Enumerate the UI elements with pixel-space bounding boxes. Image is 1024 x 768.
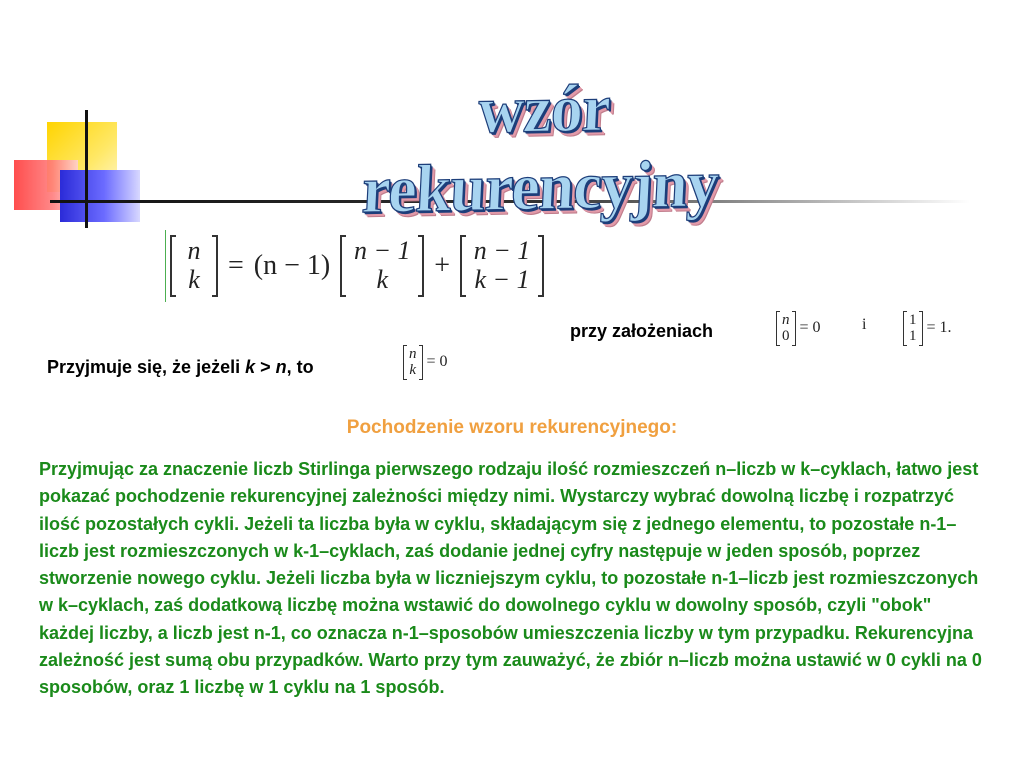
factor: (n − 1) — [253, 250, 331, 281]
and-conjunction: i — [862, 316, 867, 333]
c3-bottom: k — [409, 362, 417, 378]
assumption-sentence — [47, 357, 314, 378]
term2-bottom: k − 1 — [474, 265, 530, 294]
stirling-symbol-lhs — [170, 235, 218, 296]
c2-top: 1 — [909, 311, 917, 328]
condition-1-1 — [903, 304, 956, 352]
c1-top: n — [782, 311, 790, 328]
var-n: n — [275, 357, 287, 377]
term1-bottom: k — [376, 265, 389, 294]
body-paragraph: Przyjmując za znaczenie liczb Stirlinga pierwszego rodzaju ilość rozmieszczeń n–liczb w k–cyklach, łatwo jest pokazać pochodzenie rekurencyjnej zależności między nimi. Wystarczy wybrać dowolną liczbę i rozpatrzyć ilość pozostałych cykli. Jeżeli ta liczba była w cyklu, składającym się z jednego elementu, to pozostałe n-1–liczb jest rozmieszczonych w k-1–cyklach, zaś dodanie jednej cyfry następuje w jeden sposób, poprzez stworzenie nowego cyklu. Jeżeli liczba była w liczniejszym cyklu, to pozostałe n-1–liczb jest rozmieszczonych w k–cyklach, zaś dodatkową liczbę można wstawić do dowolnego cyklu w dowolny sposób, czyli "obok" każdej liczby, a liczb jest n-1, co oznacza n-1–sposobów umieszczenia liczby w tym przypadku. Rekurencyjna zależność jest sumą obu przypadków. Warto przy tym zauważyć, że zbiór n–liczb można ustawić w 0 cykli na 0 sposobów, oraz 1 liczbę w 1 cyklu na 1 sposób. — [39, 459, 982, 698]
condition-n-0 — [776, 304, 825, 352]
stirling-symbol-n-0 — [776, 311, 796, 346]
section-subtitle: Pochodzenie wzoru rekurencyjnego: — [346, 417, 678, 438]
c3-top: n — [409, 345, 417, 362]
c2-bottom: 1 — [909, 328, 917, 344]
term2-top: n − 1 — [473, 236, 531, 266]
blue-square — [60, 170, 140, 222]
gt-sign: > — [255, 357, 276, 377]
lhs-bottom: k — [188, 265, 200, 294]
decorative-blocks-logo — [0, 0, 150, 240]
vertical-line — [85, 110, 88, 228]
lhs-top: n — [187, 236, 201, 266]
stirling-symbol-term1 — [340, 235, 424, 296]
assumption-prefix: Przyjmuje się, że jeżeli — [47, 357, 246, 377]
var-k: k — [245, 357, 256, 377]
stirling-symbol-n-k — [403, 345, 423, 380]
condition-k-greater-n — [403, 336, 452, 388]
equals-sign: = — [228, 250, 244, 281]
recurrence-formula — [165, 230, 544, 302]
c1-bottom: 0 — [782, 328, 790, 344]
c2-rhs: = 1. — [926, 319, 952, 336]
plus-sign: + — [434, 250, 451, 281]
c1-rhs: = 0 — [799, 319, 821, 336]
assumption-suffix: , to — [286, 357, 314, 377]
c3-rhs: = 0 — [426, 353, 448, 370]
stirling-symbol-term2 — [460, 235, 544, 296]
slide-title: wzór rekurencyjny — [360, 70, 720, 227]
stirling-symbol-1-1 — [903, 311, 923, 346]
conditions-label: przy założeniach — [570, 321, 714, 341]
term1-top: n − 1 — [353, 236, 411, 266]
